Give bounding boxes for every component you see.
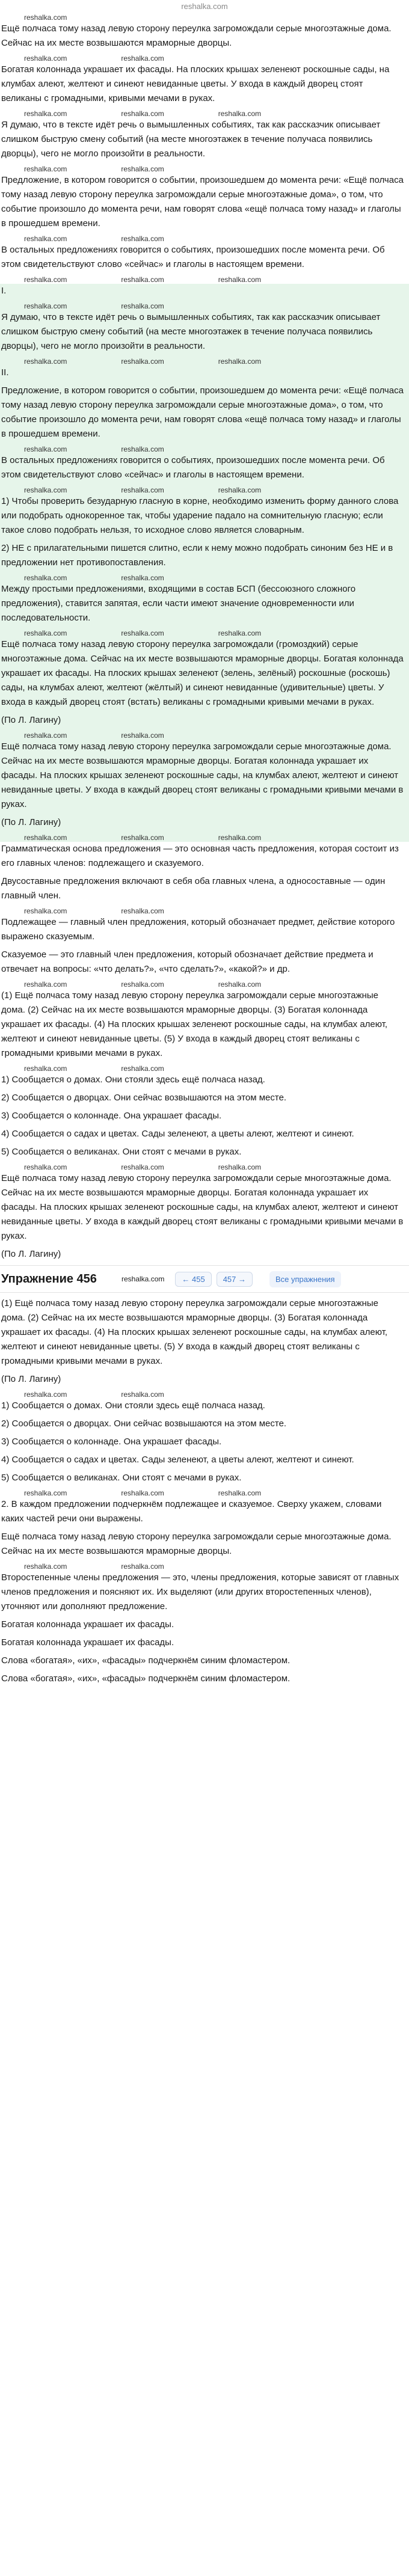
watermark-row: reshalka.com reshalka.com reshalka.com [24,275,262,284]
list-item: 3) Сообщается о колоннаде. Она украшает фасады. [1,1437,222,1447]
watermark-row: reshalka.com reshalka.com reshalka.com [24,1489,262,1497]
theory-section [0,842,409,1262]
paragraph: Подлежащее — главный член предложения, который обозначает предмет, действие которого выражено сказуемым. [1,917,395,942]
watermark-row: reshalka.com reshalka.com reshalka.com [24,980,262,989]
paragraph: Двусоставные предложения включают в себя оба главных члена, а односоставные — один главный член. [1,876,386,901]
author-line: (По Л. Лагину) [1,817,61,827]
watermark-row: reshalka.com reshalka.com [24,165,164,173]
paragraph: Ещё полчаса тому назад левую сторону переулка загромождали серые многоэтажные дома. Сейчас на их месте возвышаются мраморные дворцы. [1,1532,392,1556]
paragraph: 2. В каждом предложении подчеркнём подлежащее и сказуемое. Сверху укажем, словами каких частей речи они выражены. [1,1499,382,1524]
watermark-row: reshalka.com reshalka.com [24,302,164,310]
paragraph: Ещё полчаса тому назад левую сторону переулка загромождали серые многоэтажные дома. Сейчас на их месте возвышаются мраморные дворцы. Богатая колоннада украшает их фасады. На плоских крышах зеленеют роскошные сады, на клумбах алеют, желтеют и синеют невиданные цветы. У входа в каждый дворец стоят великаны с громадными кривыми мечами в руках. [1,741,404,809]
watermark-row: reshalka.com reshalka.com reshalka.com [24,486,262,494]
watermark-row: reshalka.com [24,13,67,22]
paragraph: 2) НЕ с прилагательными пишется слитно, если к нему можно подобрать синоним без НЕ и в предложении нет противопоставления. [1,543,393,568]
paragraph: Предложение, в котором говорится о событии, произошедшем до момента речи: «Ещё полчаса тому назад левую сторону переулка загромождали серые многоэтажные дома», о том, что событие произошло до момента речи, нам говорят слова «ещё полчаса тому назад» и глаголы в прошедшем времени. [1,385,404,439]
watermark-row: reshalka.com reshalka.com reshalka.com [24,833,262,842]
watermark-row: reshalka.com reshalka.com [24,1390,164,1399]
watermark-row: reshalka.com reshalka.com reshalka.com [24,629,262,637]
watermark-row: reshalka.com reshalka.com [24,574,164,582]
paragraph: II. [1,367,9,378]
paragraph: Сказуемое — это главный член предложения, который обозначает действие предмета и отвечает на вопросы: «что делать?», «что сделать?», «какой?» и др. [1,949,374,974]
list-item: 5) Сообщается о великанах. Они стоят с мечами в руках. [1,1473,242,1483]
paragraph: (1) Ещё полчаса тому назад левую сторону переулка загромождали серые многоэтажные дома. (2) Сейчас на их месте возвышаются мраморные дворцы. (3) Богатая колоннада украшает их фасады. (4) На плоских крышах зеленеют роскошные сады, на клумбах алеют, желтеют и синеют невиданные цветы. (5) У входа в каждый дворец стоят великаны с громадными кривыми мечами в руках. [1,1298,388,1366]
paragraph: Грамматическая основа предложения — это основная часть предложения, которая состоит из его главных членов: подлежащего и сказуемого. [1,844,399,868]
next-exercise-button[interactable]: 457 → [217,1272,253,1287]
paragraph: 1) Чтобы проверить безударную гласную в корне, необходимо изменить форму данного слова или подобрать однокоренное так, чтобы ударение падало на сомнительную гласную; если такое слово подобрать нельзя, то исходное слово является словарным. [1,496,399,535]
paragraph: Слова «богатая», «их», «фасады» подчеркнём синим фломастером. [1,1673,291,1684]
author-line: (По Л. Лагину) [1,1249,61,1259]
exercise-nav [0,1265,409,1293]
paragraph: Слова «богатая», «их», «фасады» подчеркнём синим фломастером. [1,1655,291,1666]
watermark-row: reshalka.com reshalka.com [24,731,164,740]
paragraph: Ещё полчаса тому назад левую сторону переулка загромождали серые многоэтажные дома. Сейчас на их месте возвышаются мраморные дворцы. [1,23,392,48]
watermark-row: reshalka.com reshalka.com [24,54,164,63]
list-item: 4) Сообщается о садах и цветах. Сады зеленеют, а цветы алеют, желтеют и синеют. [1,1129,354,1139]
watermark-row: reshalka.com reshalka.com reshalka.com [24,109,262,118]
watermark-row: reshalka.com reshalka.com [24,1064,164,1073]
list-item: 1) Сообщается о домах. Они стояли здесь ещё полчаса назад. [1,1400,265,1411]
author-line: (По Л. Лагину) [1,1374,61,1384]
watermark-row: reshalka.com reshalka.com [24,445,164,453]
paragraph: Между простыми предложениями, входящими в состав БСП (бессоюзного сложного предложения), ставится запятая, если части имеют значение одновременности или последовательности. [1,584,356,623]
watermark-row: reshalka.com reshalka.com [24,1562,164,1571]
answer-section [0,284,409,842]
list-item: 5) Сообщается о великанах. Они стоят с мечами в руках. [1,1147,242,1157]
watermark: reshalka.com [121,1275,165,1283]
paragraph: Второстепенные члены предложения — это, члены предложения, которые зависят от главных членов предложения и поясняют их. Их выделяют (или других второстепенных членов), уточняют или дополняют предложение. [1,1572,399,1612]
watermark-row: reshalka.com reshalka.com reshalka.com [24,1163,262,1171]
paragraph: (1) Ещё полчаса тому назад левую сторону переулка загромождали серые многоэтажные дома. (2) Сейчас на их месте возвышаются мраморные дворцы. (3) Богатая колоннада украшает их фасады. (4) На плоских крышах зеленеют роскошные сады, на клумбах алеют, желтеют и синеют невиданные цветы. (5) У входа в каждый дворец стоят великаны с громадными кривыми мечами в руках. [1,990,388,1058]
exercise-body [0,1296,409,1686]
paragraph: Богатая колоннада украшает их фасады. [1,1637,174,1648]
paragraph: I. [1,286,7,296]
watermark-row: reshalka.com reshalka.com [24,235,164,243]
author-line: (По Л. Лагину) [1,715,61,725]
list-item: 2) Сообщается о дворцах. Они сейчас возвышаются на этом месте. [1,1093,287,1103]
list-item: 1) Сообщается о домах. Они стояли здесь ещё полчаса назад. [1,1075,265,1085]
list-item: 2) Сообщается о дворцах. Они сейчас возвышаются на этом месте. [1,1418,287,1429]
paragraph: Богатая колоннада украшает их фасады. [1,1619,174,1630]
intro-section [0,13,409,284]
exercise-title: Упражнение 456 [1,1272,97,1286]
paragraph: Богатая колоннада украшает их фасады. На плоских крышах зеленеют роскошные сады, на клумбах алеют, желтеют и синеют невиданные цветы. У входа в каждый дворец стоят великаны с громадными, кривыми мечами в руках. [1,64,390,103]
paragraph: Ещё полчаса тому назад левую сторону переулка загромождали (громоздкий) серые многоэтажные дома. Сейчас на их месте возвышаются мраморные дворцы. Богатая колоннада украшает их фасады. На плоских крышах зеленеют (зелень, зелёный) роскошные (роскошь) сады, на клумбах алеют, желтеют (жёлтый) и синеют невиданные (удивительные) цветы. У входа в каждый дворец стоят (встать) великаны с громадными кривыми мечами в руках. [1,639,404,707]
list-item: 4) Сообщается о садах и цветах. Сады зеленеют, а цветы алеют, желтеют и синеют. [1,1455,354,1465]
paragraph: В остальных предложениях говорится о событиях, произошедших после момента речи. Об этом свидетельствуют слово «сейчас» и глаголы в настоящем времени. [1,455,385,480]
watermark-row: reshalka.com reshalka.com reshalka.com [24,357,262,366]
watermark-row: reshalka.com reshalka.com [24,907,164,915]
paragraph: Я думаю, что в тексте идёт речь о вымышленных событиях, так как рассказчик описывает слишком быструю смену событий (на месте многоэтажек в течение получаса появились дворцы), чего не могло произойти в реальности. [1,312,381,351]
paragraph: Предложение, в котором говорится о событии, произошедшем до момента речи: «Ещё полчаса тому назад левую сторону переулка загромождали серые многоэтажные дома», о том, что событие произошло до момента речи, нам говорят слова «ещё полчаса тому назад» и глаголы в прошедшем времени. [1,175,404,228]
site-header[interactable]: reshalka.com [181,2,228,11]
paragraph: Ещё полчаса тому назад левую сторону переулка загромождали серые многоэтажные дома. Сейчас на их месте возвышаются мраморные дворцы. Богатая колоннада украшает их фасады. На плоских крышах зеленеют роскошные сады, на клумбах алеют, желтеют и синеют невиданные цветы. У входа в каждый дворец стоят великаны с громадными кривыми мечами в руках. [1,1173,404,1241]
paragraph: В остальных предложениях говорится о событиях, произошедших после момента речи. Об этом свидетельствуют слово «сейчас» и глаголы в настоящем времени. [1,245,385,269]
list-item: 3) Сообщается о колоннаде. Она украшает фасады. [1,1111,222,1121]
prev-exercise-button[interactable]: ← 455 [175,1272,211,1287]
all-exercises-link[interactable]: Все упражнения [269,1271,341,1287]
paragraph: Я думаю, что в тексте идёт речь о вымышленных событиях, так как рассказчик описывает слишком быструю смену событий (на месте многоэтажек в течение получаса появились дворцы), чего не могло произойти в реальности. [1,120,381,159]
